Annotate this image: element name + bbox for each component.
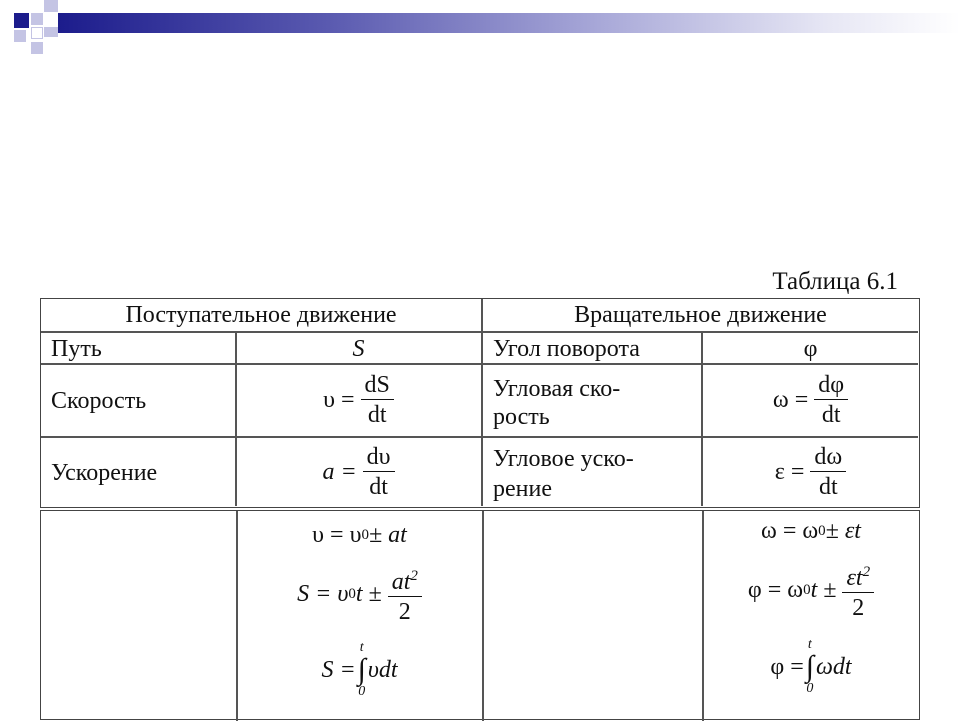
eq-t3-rhs: υdt (367, 657, 398, 683)
acceleration-lhs: a = (322, 459, 357, 485)
path-symbol: S (352, 336, 365, 362)
angular-acceleration-den: dt (818, 473, 838, 500)
eq-r2-sup: 2 (862, 563, 871, 580)
angular-velocity-label-2: рость (493, 404, 550, 430)
eq-r2-den: 2 (852, 594, 865, 621)
eq-r2-lhs: φ = ω (747, 577, 804, 603)
eq-r3-lower: 0 (806, 681, 814, 696)
angular-acceleration-lhs: ε = (774, 459, 805, 485)
velocity-formula (236, 365, 481, 435)
eq-t3-lhs: S = (321, 657, 356, 683)
path-label: Путь (51, 336, 102, 362)
eq-displacement-integral (237, 635, 482, 705)
acceleration-den: dt (369, 473, 388, 500)
decor-square (31, 13, 43, 25)
header-gradient-bar (58, 13, 960, 33)
eq-t1-sub: 0 (361, 527, 369, 543)
eq-t2-sup: 2 (410, 567, 418, 584)
angular-velocity-formula (702, 365, 919, 435)
angular-acceleration-label-1: Угловое уско- (493, 446, 634, 472)
eq-t1-rhs: ± at (368, 522, 407, 548)
eq-angle-integral (703, 631, 919, 703)
decor-square (14, 30, 26, 42)
acceleration-label: Ускорение (51, 460, 158, 486)
eq-r3-lhs: φ = (770, 654, 804, 680)
eq-r1-rhs: ± εt (825, 518, 861, 544)
header-rotational: Вращательное движение (574, 302, 827, 328)
eq-t2-num: at (391, 568, 411, 595)
eq-r1-lhs: ω = ω (761, 518, 819, 544)
angle-symbol: φ (803, 336, 818, 362)
eq-r2-num: εt (846, 564, 863, 591)
eq-t3-lower: 0 (358, 684, 366, 699)
eq-r3-rhs: ωdt (815, 654, 852, 680)
eq-t2-mid: t ± (355, 581, 382, 607)
angular-acceleration-formula (702, 438, 919, 506)
velocity-den: dt (367, 401, 387, 428)
slide-header-decoration (0, 0, 960, 60)
angle-label: Угол поворота (493, 336, 640, 362)
velocity-label: Скорость (51, 388, 147, 414)
upper-table (40, 298, 920, 508)
velocity-num: dS (361, 371, 394, 400)
decor-square (44, 27, 58, 37)
eq-r2-sub: 0 (803, 582, 811, 598)
eq-t2-sub: 0 (348, 586, 356, 602)
eq-velocity-time (237, 519, 482, 551)
eq-t1-lhs: υ = υ (312, 522, 362, 548)
decor-square (31, 27, 43, 39)
eq-angle-time (703, 555, 919, 625)
angular-velocity-lhs: ω = (772, 387, 809, 413)
decor-square (14, 13, 29, 28)
decor-square (44, 0, 58, 12)
lower-table (40, 510, 920, 720)
angular-acceleration-label-2: рение (493, 476, 552, 502)
angular-acceleration-num: dω (810, 443, 846, 472)
eq-displacement-time (237, 559, 482, 629)
acceleration-num: dυ (363, 443, 395, 472)
eq-t2-lhs: S = υ (297, 581, 349, 607)
eq-r1-sub: 0 (818, 523, 826, 539)
angular-velocity-label-1: Угловая ско- (493, 376, 621, 402)
velocity-lhs: υ = (323, 387, 355, 413)
table-caption: Таблица 6.1 (772, 268, 898, 295)
eq-t3-upper: t (359, 640, 364, 655)
integral-sign: ∫ (357, 653, 366, 686)
integral-sign: ∫ (805, 650, 814, 683)
eq-r3-upper: t (807, 637, 812, 652)
header-translational: Поступательное движение (125, 302, 397, 328)
acceleration-formula (236, 438, 481, 506)
eq-t2-den: 2 (398, 598, 411, 625)
angular-velocity-num: dφ (814, 371, 848, 400)
eq-r2-mid: t ± (810, 577, 837, 603)
eq-angular-velocity-time (703, 515, 919, 547)
decor-square (31, 42, 43, 54)
angular-velocity-den: dt (821, 401, 841, 428)
